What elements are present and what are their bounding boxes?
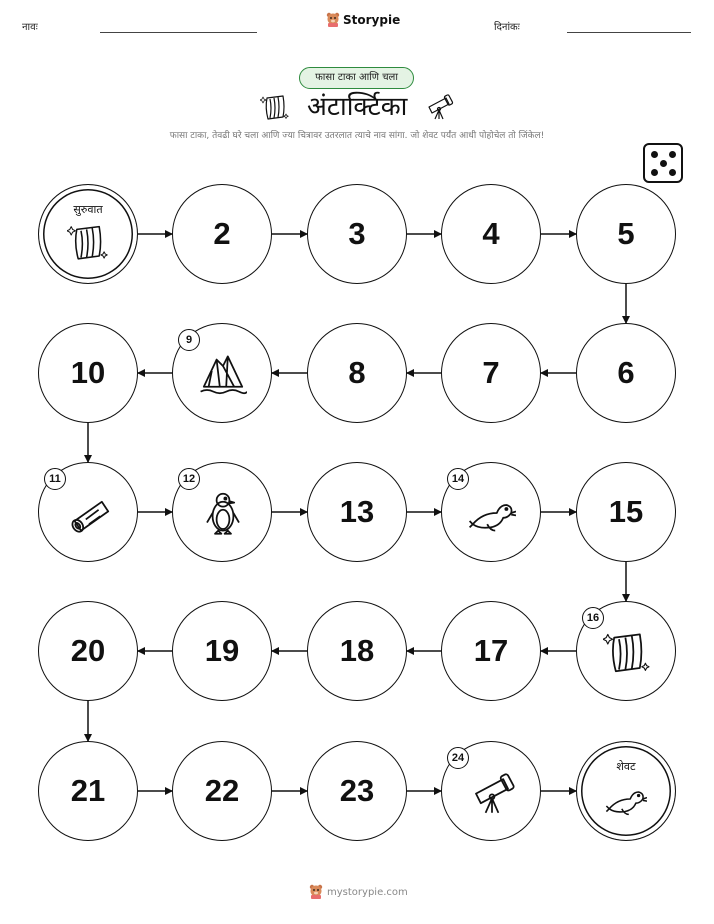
board-cell[interactable] <box>441 601 541 701</box>
cell-number-badge: 14 <box>447 468 469 490</box>
iceberg-icon <box>199 350 247 398</box>
instructions: फासा टाका, तेवढी घरे चला आणि ज्या चित्रावर उतरलात त्याचे नाव सांगा. जो शेवट पर्यंत आधी पोहोचेल तो जिंकेल! <box>169 131 545 141</box>
date-label: दिनांकः <box>494 22 520 33</box>
board-cell[interactable] <box>38 462 138 562</box>
board-cell[interactable] <box>307 741 407 841</box>
cell-number-badge: 11 <box>44 468 66 490</box>
cell-number: 21 <box>70 773 106 808</box>
board-cell[interactable] <box>576 323 676 423</box>
footer <box>309 884 408 900</box>
brand-name: Storypie <box>343 13 401 27</box>
board-cell[interactable] <box>576 462 676 562</box>
finish-label: शेवट <box>616 760 636 773</box>
glacier-icon <box>67 221 109 263</box>
cell-number: 13 <box>339 494 375 529</box>
board-cell[interactable] <box>172 601 272 701</box>
cell-number-badge: 24 <box>447 747 469 769</box>
cell-number: 10 <box>70 355 106 390</box>
glacier-icon <box>603 628 651 676</box>
seal-icon <box>468 489 516 537</box>
board-cell[interactable] <box>576 601 676 701</box>
bear-logo-icon <box>309 884 323 900</box>
page-title: अंटार्क्टिका <box>307 92 408 122</box>
board-cell[interactable] <box>172 323 272 423</box>
board-cell[interactable] <box>307 601 407 701</box>
cell-number: 19 <box>204 633 240 668</box>
name-label: नावः <box>22 22 38 33</box>
board-cell[interactable] <box>441 323 541 423</box>
board-cell[interactable] <box>307 323 407 423</box>
cell-number: 23 <box>339 773 375 808</box>
cell-number: 18 <box>339 633 375 668</box>
start-cell[interactable] <box>38 184 138 284</box>
game-type-pill: फासा टाका आणि चला <box>299 67 414 89</box>
board-cell[interactable] <box>172 741 272 841</box>
start-label: सुरुवात <box>73 203 103 216</box>
cell-number: 22 <box>204 773 240 808</box>
board-cell[interactable] <box>576 184 676 284</box>
cell-number-badge: 16 <box>582 607 604 629</box>
seal-icon <box>605 778 647 820</box>
cell-number: 8 <box>348 355 366 390</box>
board-cell[interactable] <box>172 184 272 284</box>
cell-number: 7 <box>482 355 500 390</box>
cell-number: 20 <box>70 633 106 668</box>
penguin-icon <box>199 489 247 537</box>
cell-number: 15 <box>608 494 644 529</box>
footer-url[interactable]: mystorypie.com <box>327 886 408 898</box>
finish-cell[interactable] <box>576 741 676 841</box>
board-cell[interactable] <box>38 741 138 841</box>
board-cell[interactable] <box>441 184 541 284</box>
cell-number-badge: 9 <box>178 329 200 351</box>
cell-number: 2 <box>213 216 231 251</box>
board-cell[interactable] <box>307 462 407 562</box>
board-cell[interactable] <box>172 462 272 562</box>
board-cell[interactable] <box>441 741 541 841</box>
cell-number: 4 <box>482 216 500 251</box>
cell-number: 5 <box>617 216 635 251</box>
cell-number: 3 <box>348 216 366 251</box>
board-cell[interactable] <box>441 462 541 562</box>
board-cell[interactable] <box>307 184 407 284</box>
log-icon <box>65 489 113 537</box>
telescope-icon <box>468 768 516 816</box>
cell-number: 6 <box>617 355 635 390</box>
cell-number: 17 <box>473 633 509 668</box>
board-cell[interactable] <box>38 323 138 423</box>
cell-number-badge: 12 <box>178 468 200 490</box>
board-cell[interactable] <box>38 601 138 701</box>
